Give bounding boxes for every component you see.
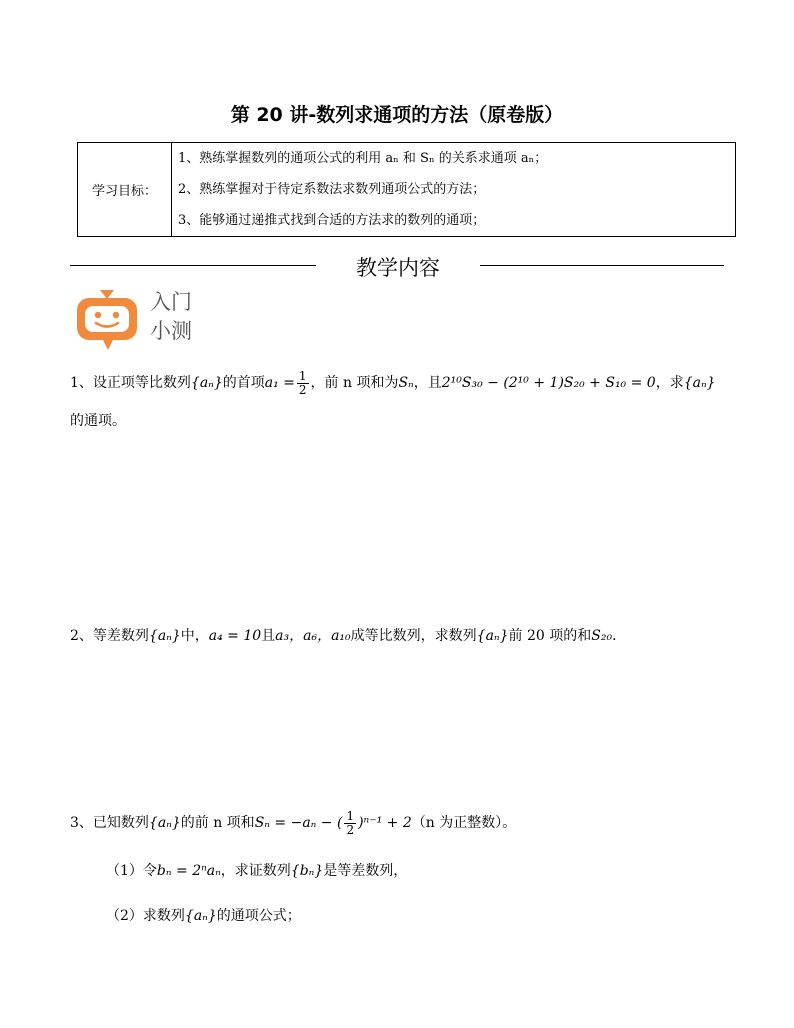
q3-equation-right: )ⁿ⁻¹ + 2 <box>358 815 412 831</box>
q1-frac-denominator: 2 <box>298 382 307 397</box>
q2-text-3: 且 <box>261 628 276 644</box>
robot-icon <box>74 288 140 352</box>
q3-part1-sequence: {bₙ} <box>290 863 324 879</box>
q3-part1-equation: bₙ = 2ⁿaₙ <box>156 863 221 879</box>
badge-line-2: 小测 <box>150 319 192 343</box>
q1-sequence-2: {aₙ} <box>683 375 716 391</box>
goals-label: 学习目标： <box>78 143 172 237</box>
q1-sequence: {aₙ} <box>190 375 223 391</box>
intro-quiz-badge <box>74 288 204 352</box>
question-3-part-1 <box>106 860 407 880</box>
q3-part2-text-2: 的通项公式； <box>216 908 301 924</box>
q2-sequence-2: {aₙ} <box>476 628 509 644</box>
goal-item-2: 2、熟练掌握对于待定系数法求数列通项公式的方法； <box>178 182 486 197</box>
q2-terms: a₃，a₆，a₁₀ <box>275 628 351 644</box>
question-1-line-2: 的通项。 <box>70 413 126 429</box>
q1-frac-numerator: 1 <box>298 368 307 383</box>
section-title: 教学内容 <box>356 256 440 280</box>
q3-text-3: （n 为正整数）。 <box>411 815 517 831</box>
goal-item-1: 1、熟练掌握数列的通项公式的利用 aₙ 和 Sₙ 的关系求通项 aₙ； <box>178 151 548 166</box>
q2-condition: a₄ = 10 <box>208 628 262 644</box>
badge-line-1: 入门 <box>150 290 192 314</box>
q1-text-2: 的首项 <box>222 375 265 391</box>
divider-line-right <box>480 265 724 266</box>
section-divider <box>70 252 724 282</box>
q3-frac-denominator: 2 <box>346 822 355 837</box>
goal-item-3: 3、能够通过递推式找到合适的方法求的数列的通项； <box>178 213 486 228</box>
question-3-part-2 <box>106 905 301 925</box>
q2-text-1: 2、等差数列 <box>70 628 149 644</box>
q1-text-4: ，且 <box>413 375 442 391</box>
learning-goals-table <box>77 142 736 237</box>
q1-first-term: a₁ = <box>264 375 295 391</box>
goals-list <box>172 143 736 237</box>
question-3 <box>70 808 516 838</box>
q2-text-2: 中， <box>180 628 209 644</box>
q3-text-1: 3、已知数列 <box>70 815 149 831</box>
question-2 <box>70 625 626 645</box>
q1-text-1: 1、设正项等比数列 <box>70 375 191 391</box>
q3-part2-text-1: （2）求数列 <box>106 908 185 924</box>
q3-frac-numerator: 1 <box>346 808 355 823</box>
q2-text-5: 前 20 项的和 <box>508 628 592 644</box>
q3-text-2: 的前 n 项和 <box>180 815 255 831</box>
q1-fraction <box>297 370 309 397</box>
q1-text-3: ，前 n 项和为 <box>310 375 399 391</box>
page-title: 第 20 讲-数列求通项的方法（原卷版） <box>230 104 564 126</box>
q3-sequence: {aₙ} <box>148 815 181 831</box>
q3-part1-text-3: 是等差数列， <box>323 863 408 879</box>
divider-line-left <box>70 265 316 266</box>
q2-text-4: 成等比数列，求数列 <box>350 628 477 644</box>
q3-part1-text-1: （1）令 <box>106 863 157 879</box>
q2-sequence: {aₙ} <box>148 628 181 644</box>
q2-sum-20: S₂₀ <box>591 628 613 644</box>
q3-part1-text-2: ，求证数列 <box>220 863 291 879</box>
q3-part2-sequence: {aₙ} <box>184 908 217 924</box>
q1-equation: 2¹⁰S₃₀ − (2¹⁰ + 1)S₂₀ + S₁₀ = 0 <box>441 375 656 391</box>
q3-fraction <box>344 810 356 837</box>
q1-sum: Sₙ <box>398 375 414 391</box>
q1-text-5: ，求 <box>655 375 684 391</box>
question-1 <box>70 368 716 398</box>
q3-equation-left: Sₙ = −aₙ − ( <box>254 815 343 831</box>
q2-text-6: ． <box>612 628 627 644</box>
